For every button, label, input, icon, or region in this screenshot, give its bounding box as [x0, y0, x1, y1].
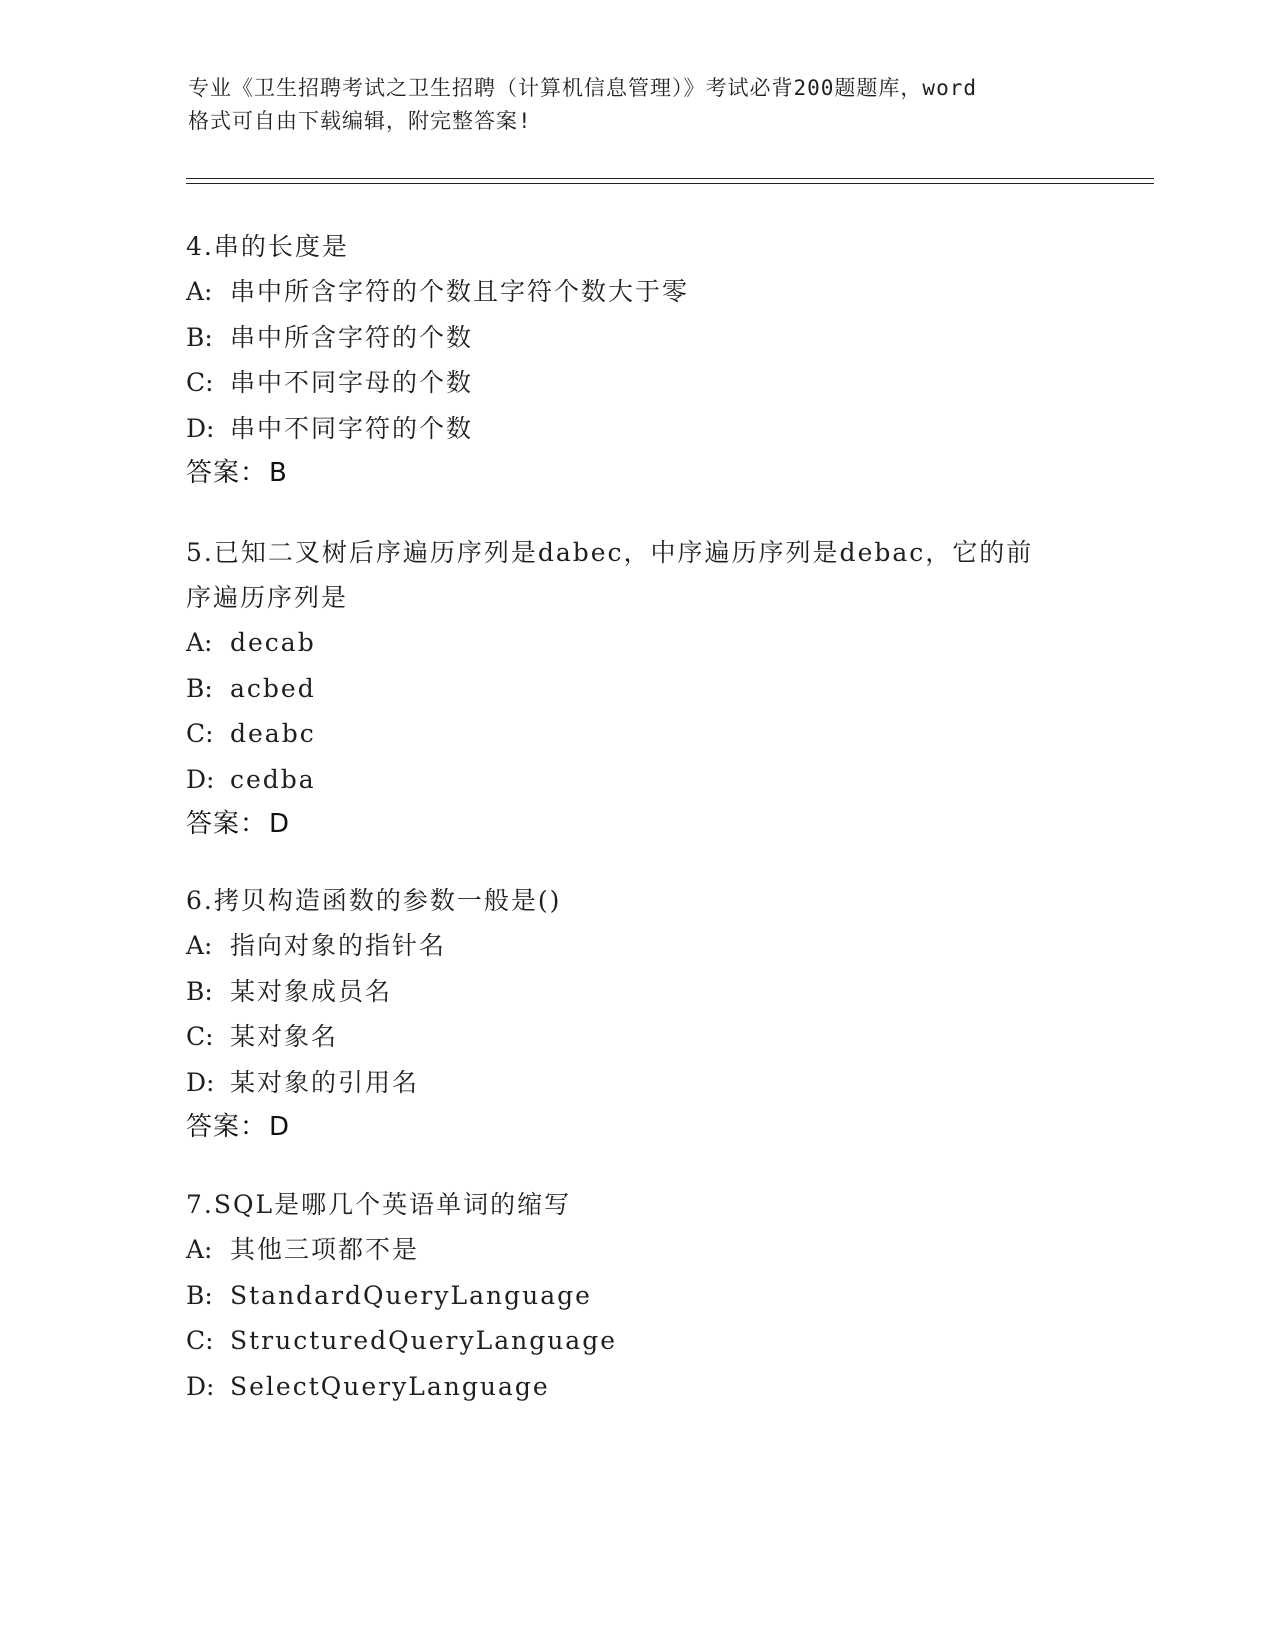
option-a [186, 269, 1086, 315]
option-a [186, 1227, 1086, 1273]
option-c [186, 711, 1086, 757]
option-d [186, 1060, 1086, 1106]
question-stem: 5.已知二叉树后序遍历序列是dabec，中序遍历序列是debac，它的前序遍历序列是 [186, 538, 1034, 612]
question-stem: 7.SQL是哪几个英语单词的缩写 [186, 1190, 572, 1219]
answer-value: B [269, 458, 287, 488]
option-text: 串中不同字符的个数 [230, 413, 474, 443]
option-letter: C: [186, 1326, 214, 1355]
option-text: decab [230, 628, 316, 657]
option-c [186, 1014, 1086, 1060]
option-letter: B: [186, 322, 213, 352]
option-a [186, 923, 1086, 969]
option-letter: A: [186, 628, 213, 657]
question-7 [186, 1182, 1086, 1409]
option-c [186, 360, 1086, 406]
option-letter: D: [186, 413, 215, 443]
option-letter: D: [186, 1371, 215, 1401]
answer-label: 答案： [186, 809, 268, 839]
option-text: cedba [230, 764, 316, 794]
option-text: 串中所含字符的个数 [230, 322, 474, 352]
option-d [186, 406, 1086, 452]
option-text: 某对象成员名 [230, 976, 393, 1006]
option-letter: C: [186, 1022, 214, 1051]
option-text: 其他三项都不是 [230, 1235, 420, 1264]
header-line-2: 格式可自由下载编辑，附完整答案! [188, 109, 532, 133]
option-b [186, 666, 1086, 712]
option-letter: D: [186, 1067, 215, 1097]
question-6 [186, 878, 1086, 1150]
option-b [186, 969, 1086, 1015]
document-header [188, 72, 1108, 138]
option-letter: D: [186, 764, 215, 794]
question-5 [186, 530, 1086, 847]
header-divider-bottom [186, 183, 1154, 184]
question-stem: 4.串的长度是 [186, 232, 349, 261]
header-line-1: 专业《卫生招聘考试之卫生招聘（计算机信息管理）》考试必背200题题库，word [188, 76, 977, 100]
option-text: StandardQueryLanguage [230, 1280, 592, 1310]
option-letter: A: [186, 931, 213, 960]
option-text: 指向对象的指针名 [230, 931, 447, 960]
option-b [186, 315, 1086, 361]
option-letter: B: [186, 976, 213, 1006]
option-d [186, 1364, 1086, 1410]
answer-label: 答案： [186, 458, 268, 488]
option-text: 串中所含字符的个数且字符个数大于零 [230, 277, 690, 306]
question-4 [186, 224, 1086, 496]
option-letter: A: [186, 1235, 213, 1264]
option-text: deabc [230, 719, 316, 748]
answer-line [186, 802, 1086, 847]
option-d [186, 757, 1086, 803]
option-c [186, 1318, 1086, 1364]
option-text: SelectQueryLanguage [230, 1371, 550, 1401]
answer-value: D [269, 1112, 290, 1142]
question-stem: 6.拷贝构造函数的参数一般是() [186, 886, 562, 915]
answer-line [186, 451, 1086, 496]
answer-value: D [269, 809, 290, 839]
option-text: 某对象的引用名 [230, 1067, 420, 1097]
option-letter: A: [186, 277, 213, 306]
option-text: acbed [230, 673, 316, 703]
answer-label: 答案： [186, 1112, 268, 1142]
option-text: 串中不同字母的个数 [230, 368, 474, 397]
option-b [186, 1273, 1086, 1319]
option-text: StructuredQueryLanguage [230, 1326, 618, 1355]
answer-line [186, 1105, 1086, 1150]
option-text: 某对象名 [230, 1022, 339, 1051]
option-letter: C: [186, 368, 214, 397]
option-letter: C: [186, 719, 214, 748]
option-letter: B: [186, 1280, 213, 1310]
option-letter: B: [186, 673, 213, 703]
option-a [186, 620, 1086, 666]
header-divider-top [186, 178, 1154, 179]
